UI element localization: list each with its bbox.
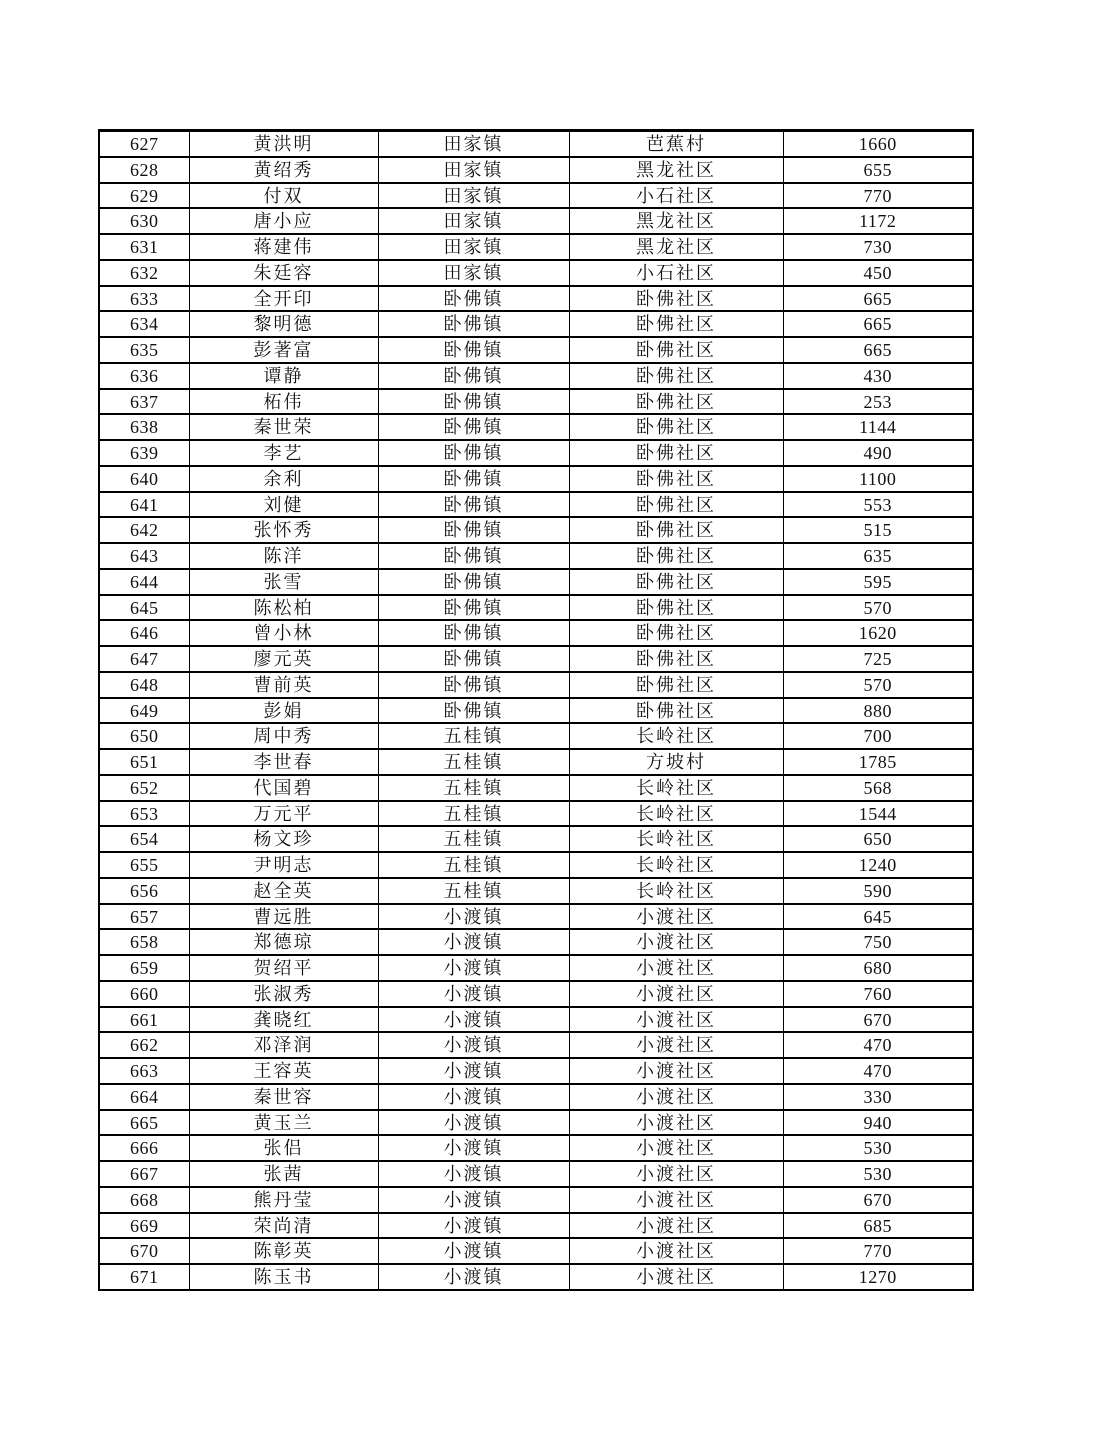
cell-person-name: 柘伟: [189, 389, 378, 415]
cell-village: 长岭社区: [569, 852, 783, 878]
cell-row-number: 648: [99, 672, 189, 698]
cell-row-number: 657: [99, 904, 189, 930]
cell-person-name: 张怀秀: [189, 517, 378, 543]
cell-row-number: 664: [99, 1084, 189, 1110]
cell-village: 小渡社区: [569, 955, 783, 981]
cell-town: 小渡镇: [378, 981, 569, 1007]
table-row: [99, 1161, 973, 1187]
cell-village: 卧佛社区: [569, 389, 783, 415]
cell-town: 卧佛镇: [378, 440, 569, 466]
table-row: [99, 646, 973, 672]
cell-town: 小渡镇: [378, 1238, 569, 1264]
cell-village: 长岭社区: [569, 826, 783, 852]
cell-row-number: 653: [99, 801, 189, 827]
table-row: [99, 878, 973, 904]
cell-town: 小渡镇: [378, 1135, 569, 1161]
cell-town: 田家镇: [378, 183, 569, 209]
cell-row-number: 652: [99, 775, 189, 801]
cell-row-number: 668: [99, 1187, 189, 1213]
cell-town: 五桂镇: [378, 878, 569, 904]
cell-amount: 1270: [783, 1264, 973, 1290]
cell-village: 小石社区: [569, 260, 783, 286]
cell-amount: 570: [783, 595, 973, 621]
cell-amount: 750: [783, 929, 973, 955]
cell-row-number: 669: [99, 1213, 189, 1239]
cell-person-name: 彭娟: [189, 698, 378, 724]
cell-town: 卧佛镇: [378, 286, 569, 312]
cell-village: 小渡社区: [569, 1187, 783, 1213]
table-row: [99, 1110, 973, 1136]
cell-amount: 645: [783, 904, 973, 930]
cell-person-name: 陈松柏: [189, 595, 378, 621]
cell-person-name: 万元平: [189, 801, 378, 827]
table-row: [99, 1007, 973, 1033]
table-row: [99, 1238, 973, 1264]
cell-amount: 665: [783, 311, 973, 337]
cell-person-name: 邓泽润: [189, 1032, 378, 1058]
table-row: [99, 286, 973, 312]
cell-person-name: 张雪: [189, 569, 378, 595]
table-row: [99, 929, 973, 955]
table-row: [99, 414, 973, 440]
cell-village: 芭蕉村: [569, 131, 783, 157]
cell-town: 小渡镇: [378, 1161, 569, 1187]
cell-amount: 530: [783, 1135, 973, 1161]
table-row: [99, 826, 973, 852]
cell-town: 卧佛镇: [378, 620, 569, 646]
cell-village: 小渡社区: [569, 1264, 783, 1290]
cell-row-number: 631: [99, 234, 189, 260]
cell-village: 小渡社区: [569, 1110, 783, 1136]
table-row: [99, 569, 973, 595]
cell-village: 卧佛社区: [569, 414, 783, 440]
cell-town: 田家镇: [378, 131, 569, 157]
cell-row-number: 670: [99, 1238, 189, 1264]
cell-town: 卧佛镇: [378, 646, 569, 672]
cell-person-name: 代国碧: [189, 775, 378, 801]
table-row: [99, 595, 973, 621]
table-row: [99, 183, 973, 209]
cell-town: 小渡镇: [378, 955, 569, 981]
cell-amount: 590: [783, 878, 973, 904]
cell-amount: 490: [783, 440, 973, 466]
table-row: [99, 337, 973, 363]
cell-village: 小渡社区: [569, 1161, 783, 1187]
cell-person-name: 付双: [189, 183, 378, 209]
cell-row-number: 656: [99, 878, 189, 904]
cell-person-name: 郑德琼: [189, 929, 378, 955]
cell-person-name: 尹明志: [189, 852, 378, 878]
cell-town: 卧佛镇: [378, 543, 569, 569]
table-row: [99, 698, 973, 724]
cell-town: 卧佛镇: [378, 595, 569, 621]
cell-row-number: 639: [99, 440, 189, 466]
cell-town: 五桂镇: [378, 801, 569, 827]
cell-person-name: 余利: [189, 466, 378, 492]
cell-amount: 1785: [783, 749, 973, 775]
table-row: [99, 311, 973, 337]
cell-person-name: 李世春: [189, 749, 378, 775]
table-row: [99, 955, 973, 981]
cell-row-number: 634: [99, 311, 189, 337]
cell-row-number: 628: [99, 157, 189, 183]
cell-amount: 330: [783, 1084, 973, 1110]
cell-amount: 635: [783, 543, 973, 569]
cell-person-name: 唐小应: [189, 208, 378, 234]
cell-person-name: 熊丹莹: [189, 1187, 378, 1213]
cell-row-number: 658: [99, 929, 189, 955]
cell-village: 卧佛社区: [569, 517, 783, 543]
cell-person-name: 秦世容: [189, 1084, 378, 1110]
cell-row-number: 655: [99, 852, 189, 878]
table-row: [99, 234, 973, 260]
cell-amount: 470: [783, 1058, 973, 1084]
cell-row-number: 629: [99, 183, 189, 209]
cell-town: 田家镇: [378, 234, 569, 260]
cell-person-name: 周中秀: [189, 723, 378, 749]
cell-town: 卧佛镇: [378, 672, 569, 698]
cell-village: 小石社区: [569, 183, 783, 209]
table-row: [99, 440, 973, 466]
cell-row-number: 662: [99, 1032, 189, 1058]
cell-person-name: 朱廷容: [189, 260, 378, 286]
cell-town: 小渡镇: [378, 1084, 569, 1110]
cell-town: 卧佛镇: [378, 492, 569, 518]
cell-village: 黑龙社区: [569, 157, 783, 183]
cell-village: 卧佛社区: [569, 672, 783, 698]
cell-village: 卧佛社区: [569, 543, 783, 569]
table-row: [99, 1058, 973, 1084]
cell-village: 长岭社区: [569, 801, 783, 827]
cell-person-name: 张淑秀: [189, 981, 378, 1007]
cell-person-name: 黄绍秀: [189, 157, 378, 183]
table-row: [99, 1187, 973, 1213]
cell-amount: 568: [783, 775, 973, 801]
cell-village: 小渡社区: [569, 1058, 783, 1084]
cell-person-name: 刘健: [189, 492, 378, 518]
cell-person-name: 黄洪明: [189, 131, 378, 157]
cell-row-number: 651: [99, 749, 189, 775]
cell-town: 小渡镇: [378, 1187, 569, 1213]
cell-person-name: 陈玉书: [189, 1264, 378, 1290]
cell-amount: 770: [783, 1238, 973, 1264]
cell-person-name: 李艺: [189, 440, 378, 466]
cell-person-name: 龚晓红: [189, 1007, 378, 1033]
cell-person-name: 全开印: [189, 286, 378, 312]
cell-row-number: 654: [99, 826, 189, 852]
table-row: [99, 1032, 973, 1058]
cell-row-number: 635: [99, 337, 189, 363]
cell-village: 卧佛社区: [569, 620, 783, 646]
cell-row-number: 638: [99, 414, 189, 440]
cell-amount: 1544: [783, 801, 973, 827]
cell-amount: 470: [783, 1032, 973, 1058]
cell-village: 卧佛社区: [569, 466, 783, 492]
roster-table-body: [99, 131, 973, 1291]
table-row: [99, 672, 973, 698]
cell-town: 小渡镇: [378, 1110, 569, 1136]
table-row: [99, 363, 973, 389]
cell-amount: 430: [783, 363, 973, 389]
table-row: [99, 749, 973, 775]
cell-town: 小渡镇: [378, 1007, 569, 1033]
cell-town: 小渡镇: [378, 1264, 569, 1290]
cell-person-name: 王容英: [189, 1058, 378, 1084]
cell-row-number: 671: [99, 1264, 189, 1290]
table-row: [99, 801, 973, 827]
cell-row-number: 646: [99, 620, 189, 646]
cell-row-number: 649: [99, 698, 189, 724]
cell-town: 小渡镇: [378, 1032, 569, 1058]
cell-town: 卧佛镇: [378, 698, 569, 724]
table-row: [99, 1264, 973, 1290]
cell-village: 小渡社区: [569, 1135, 783, 1161]
cell-town: 田家镇: [378, 157, 569, 183]
table-row: [99, 775, 973, 801]
cell-row-number: 666: [99, 1135, 189, 1161]
cell-row-number: 630: [99, 208, 189, 234]
table-row: [99, 208, 973, 234]
cell-amount: 1660: [783, 131, 973, 157]
cell-village: 长岭社区: [569, 878, 783, 904]
cell-amount: 680: [783, 955, 973, 981]
table-row: [99, 620, 973, 646]
cell-town: 五桂镇: [378, 775, 569, 801]
cell-town: 五桂镇: [378, 826, 569, 852]
cell-row-number: 663: [99, 1058, 189, 1084]
cell-row-number: 665: [99, 1110, 189, 1136]
cell-amount: 570: [783, 672, 973, 698]
cell-town: 卧佛镇: [378, 414, 569, 440]
table-row: [99, 981, 973, 1007]
cell-amount: 515: [783, 517, 973, 543]
cell-amount: 1172: [783, 208, 973, 234]
cell-village: 小渡社区: [569, 1007, 783, 1033]
cell-amount: 553: [783, 492, 973, 518]
table-row: [99, 157, 973, 183]
cell-person-name: 张侣: [189, 1135, 378, 1161]
cell-row-number: 661: [99, 1007, 189, 1033]
cell-person-name: 杨文珍: [189, 826, 378, 852]
cell-village: 小渡社区: [569, 1032, 783, 1058]
cell-amount: 670: [783, 1007, 973, 1033]
cell-amount: 670: [783, 1187, 973, 1213]
cell-village: 卧佛社区: [569, 698, 783, 724]
cell-village: 卧佛社区: [569, 363, 783, 389]
cell-person-name: 黄玉兰: [189, 1110, 378, 1136]
cell-village: 小渡社区: [569, 981, 783, 1007]
cell-village: 卧佛社区: [569, 569, 783, 595]
cell-amount: 700: [783, 723, 973, 749]
cell-town: 五桂镇: [378, 749, 569, 775]
cell-town: 田家镇: [378, 260, 569, 286]
cell-person-name: 彭著富: [189, 337, 378, 363]
cell-row-number: 660: [99, 981, 189, 1007]
cell-village: 小渡社区: [569, 1084, 783, 1110]
cell-amount: 940: [783, 1110, 973, 1136]
cell-row-number: 647: [99, 646, 189, 672]
cell-row-number: 640: [99, 466, 189, 492]
cell-amount: 1620: [783, 620, 973, 646]
cell-person-name: 曹远胜: [189, 904, 378, 930]
table-row: [99, 723, 973, 749]
cell-town: 卧佛镇: [378, 337, 569, 363]
cell-village: 黑龙社区: [569, 208, 783, 234]
cell-village: 长岭社区: [569, 775, 783, 801]
cell-row-number: 636: [99, 363, 189, 389]
cell-row-number: 637: [99, 389, 189, 415]
table-row: [99, 131, 973, 157]
cell-person-name: 曹前英: [189, 672, 378, 698]
cell-amount: 595: [783, 569, 973, 595]
cell-person-name: 张茜: [189, 1161, 378, 1187]
cell-amount: 730: [783, 234, 973, 260]
cell-town: 卧佛镇: [378, 363, 569, 389]
cell-village: 小渡社区: [569, 929, 783, 955]
cell-row-number: 641: [99, 492, 189, 518]
cell-person-name: 谭静: [189, 363, 378, 389]
roster-table: [98, 129, 974, 1291]
cell-person-name: 廖元英: [189, 646, 378, 672]
cell-amount: 655: [783, 157, 973, 183]
cell-person-name: 贺绍平: [189, 955, 378, 981]
cell-amount: 650: [783, 826, 973, 852]
table-row: [99, 904, 973, 930]
cell-person-name: 荣尚清: [189, 1213, 378, 1239]
table-row: [99, 260, 973, 286]
cell-amount: 880: [783, 698, 973, 724]
cell-amount: 1144: [783, 414, 973, 440]
cell-town: 小渡镇: [378, 1058, 569, 1084]
table-row: [99, 543, 973, 569]
cell-amount: 665: [783, 286, 973, 312]
cell-village: 小渡社区: [569, 904, 783, 930]
cell-town: 卧佛镇: [378, 569, 569, 595]
cell-town: 五桂镇: [378, 723, 569, 749]
cell-row-number: 642: [99, 517, 189, 543]
cell-row-number: 633: [99, 286, 189, 312]
cell-row-number: 645: [99, 595, 189, 621]
cell-town: 卧佛镇: [378, 389, 569, 415]
cell-amount: 685: [783, 1213, 973, 1239]
cell-row-number: 644: [99, 569, 189, 595]
cell-town: 卧佛镇: [378, 311, 569, 337]
cell-village: 卧佛社区: [569, 595, 783, 621]
cell-village: 小渡社区: [569, 1213, 783, 1239]
cell-village: 卧佛社区: [569, 337, 783, 363]
cell-row-number: 650: [99, 723, 189, 749]
table-row: [99, 1135, 973, 1161]
cell-row-number: 667: [99, 1161, 189, 1187]
cell-village: 卧佛社区: [569, 440, 783, 466]
cell-town: 卧佛镇: [378, 466, 569, 492]
cell-town: 小渡镇: [378, 904, 569, 930]
table-row: [99, 466, 973, 492]
cell-village: 卧佛社区: [569, 492, 783, 518]
cell-village: 黑龙社区: [569, 234, 783, 260]
cell-town: 田家镇: [378, 208, 569, 234]
table-row: [99, 389, 973, 415]
cell-amount: 1240: [783, 852, 973, 878]
cell-person-name: 黎明德: [189, 311, 378, 337]
cell-village: 卧佛社区: [569, 286, 783, 312]
table-row: [99, 492, 973, 518]
cell-amount: 770: [783, 183, 973, 209]
cell-village: 方坡村: [569, 749, 783, 775]
table-row: [99, 1084, 973, 1110]
cell-village: 卧佛社区: [569, 311, 783, 337]
cell-person-name: 曾小林: [189, 620, 378, 646]
cell-person-name: 陈洋: [189, 543, 378, 569]
cell-town: 小渡镇: [378, 929, 569, 955]
cell-village: 卧佛社区: [569, 646, 783, 672]
cell-amount: 450: [783, 260, 973, 286]
cell-person-name: 陈彰英: [189, 1238, 378, 1264]
cell-town: 五桂镇: [378, 852, 569, 878]
cell-amount: 530: [783, 1161, 973, 1187]
cell-town: 小渡镇: [378, 1213, 569, 1239]
cell-person-name: 赵全英: [189, 878, 378, 904]
table-row: [99, 852, 973, 878]
cell-village: 小渡社区: [569, 1238, 783, 1264]
cell-person-name: 秦世荣: [189, 414, 378, 440]
table-row: [99, 517, 973, 543]
cell-row-number: 632: [99, 260, 189, 286]
table-row: [99, 1213, 973, 1239]
cell-village: 长岭社区: [569, 723, 783, 749]
cell-row-number: 627: [99, 131, 189, 157]
cell-amount: 253: [783, 389, 973, 415]
cell-town: 卧佛镇: [378, 517, 569, 543]
cell-amount: 1100: [783, 466, 973, 492]
cell-amount: 725: [783, 646, 973, 672]
cell-person-name: 蒋建伟: [189, 234, 378, 260]
cell-row-number: 659: [99, 955, 189, 981]
cell-amount: 760: [783, 981, 973, 1007]
cell-amount: 665: [783, 337, 973, 363]
cell-row-number: 643: [99, 543, 189, 569]
